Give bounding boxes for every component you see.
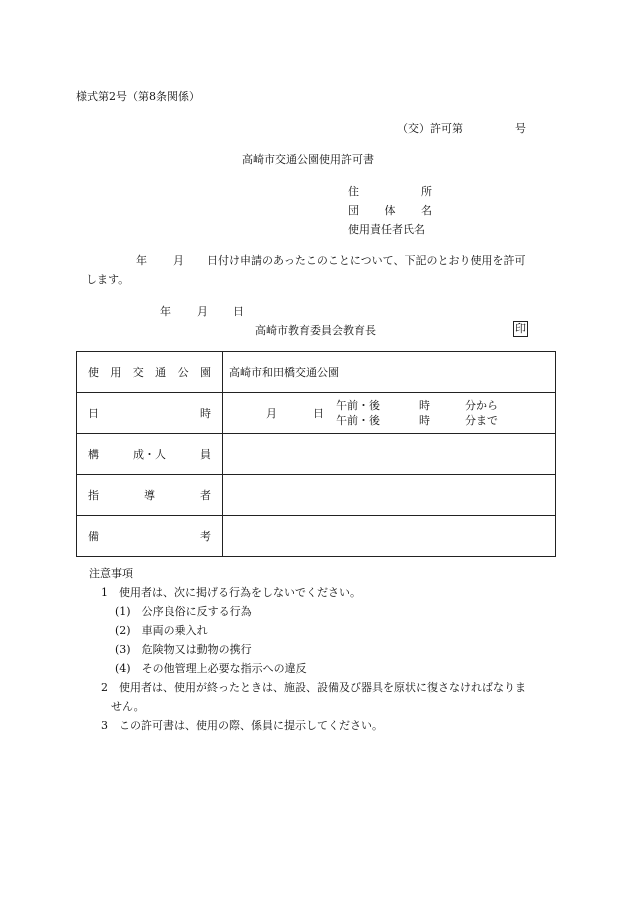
leader-row xyxy=(77,475,556,516)
dt-from: 分から xyxy=(465,399,498,412)
remarks-value xyxy=(223,516,556,557)
park-label-char: 用 xyxy=(110,366,122,379)
remarks-label xyxy=(77,516,223,557)
group-char: 体 xyxy=(384,204,396,217)
members-label xyxy=(77,434,223,475)
note-sub-3: (3) 危険物又は動物の携行 xyxy=(115,643,252,656)
body-text-line1: 日付け申請のあったこのことについて、下記のとおり使用を許可 xyxy=(207,254,526,267)
members-label-char: 構 xyxy=(88,448,99,461)
issue-year: 年 xyxy=(160,305,171,318)
park-label-char: 公 xyxy=(177,366,189,379)
datetime-row xyxy=(77,393,556,434)
notes-heading: 注意事項 xyxy=(89,567,133,580)
issue-month: 月 xyxy=(197,305,208,318)
remarks-row xyxy=(77,516,556,557)
dt-hour-end: 時 xyxy=(419,414,430,427)
members-label-char: 成・人 xyxy=(133,448,166,461)
group-char: 名 xyxy=(421,204,432,217)
park-row xyxy=(77,352,556,393)
applicant-address-label xyxy=(348,183,432,199)
applicant-group-label xyxy=(348,202,432,218)
members-value xyxy=(223,434,556,475)
dt-month: 月 xyxy=(266,407,277,420)
notes-section xyxy=(89,564,559,735)
leader-label xyxy=(77,475,223,516)
seal-box: 印 xyxy=(515,322,526,335)
remarks-label-char: 備 xyxy=(88,530,99,543)
permit-number-prefix: （交）許可第 xyxy=(397,122,463,135)
applicant-responsible-label: 使用責任者氏名 xyxy=(348,223,425,236)
issuer-name: 高崎市教育委員会教育長 xyxy=(255,324,376,337)
dt-to: 分まで xyxy=(465,414,498,427)
members-label-char: 員 xyxy=(200,448,211,461)
note-item-3: 3 この許可書は、使用の際、係員に提示してください。 xyxy=(101,719,383,732)
park-label-char: 使 xyxy=(88,366,99,379)
body-month: 月 xyxy=(173,254,184,267)
address-char: 所 xyxy=(421,185,432,198)
leader-label-char: 者 xyxy=(200,489,211,502)
note-sub-1: (1) 公序良俗に反する行為 xyxy=(115,605,252,618)
permit-number-suffix: 号 xyxy=(515,122,526,135)
park-label xyxy=(77,352,223,393)
form-reference: 様式第2号（第8条関係） xyxy=(76,90,200,103)
body-text-line2: します。 xyxy=(86,273,130,286)
leader-label-char: 指 xyxy=(88,489,99,502)
issue-day: 日 xyxy=(233,305,244,318)
note-sub-4: (4) その他管理上必要な指示への違反 xyxy=(115,662,307,675)
park-label-char: 園 xyxy=(199,366,211,379)
leader-label-char: 導 xyxy=(144,489,155,502)
park-value: 高崎市和田橋交通公園 xyxy=(223,352,556,393)
document-title: 高崎市交通公園使用許可書 xyxy=(242,153,374,166)
remarks-label-char: 考 xyxy=(200,530,211,543)
datetime-value xyxy=(223,393,556,434)
datetime-label xyxy=(77,393,223,434)
dt-ampm-end: 午前・後 xyxy=(336,414,380,427)
permit-table xyxy=(76,351,556,557)
note-item-2: 2 使用者は、使用が終ったときは、施設、設備及び器具を原状に復さなければなりま xyxy=(101,681,526,694)
members-row xyxy=(77,434,556,475)
leader-value xyxy=(223,475,556,516)
dt-ampm-start: 午前・後 xyxy=(336,399,380,412)
dt-day: 日 xyxy=(313,407,324,420)
body-year: 年 xyxy=(136,254,147,267)
park-label-char: 通 xyxy=(155,366,167,379)
group-char: 団 xyxy=(348,204,359,217)
datetime-label-char: 時 xyxy=(200,407,211,420)
datetime-label-char: 日 xyxy=(88,407,99,420)
seal-mark xyxy=(513,321,528,337)
address-char: 住 xyxy=(348,185,359,198)
note-item-1: 1 使用者は、次に掲げる行為をしないでください。 xyxy=(101,586,361,599)
dt-hour-start: 時 xyxy=(419,399,430,412)
note-sub-2: (2) 車両の乗入れ xyxy=(115,624,208,637)
note-item-2-continued: せん。 xyxy=(111,700,145,713)
park-label-char: 交 xyxy=(132,366,144,379)
